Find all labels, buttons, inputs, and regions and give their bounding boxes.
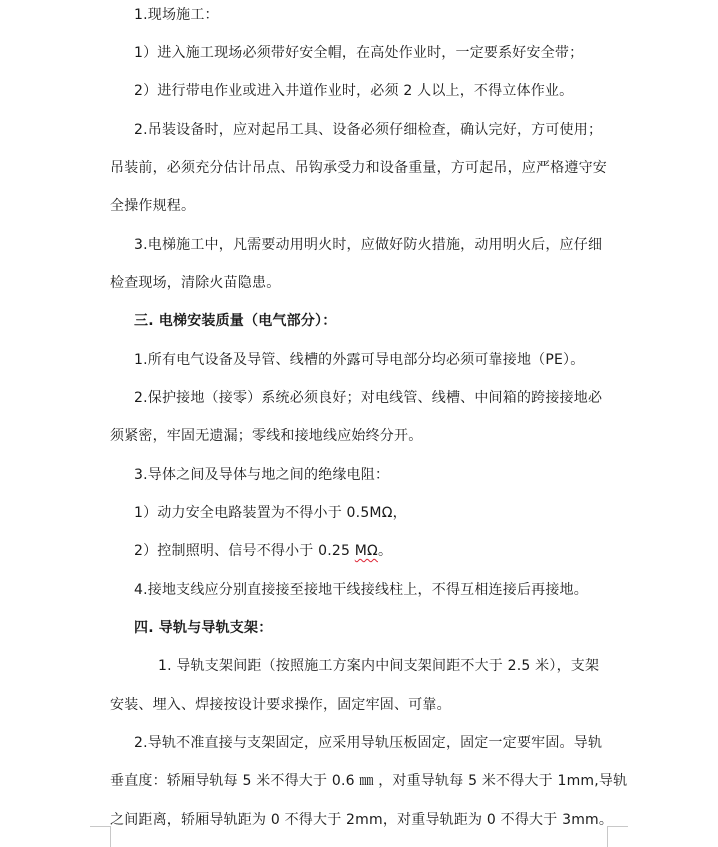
paragraph-line: 3.电梯施工中，凡需要动用明火时，应做好防火措施，动用明火后，应仔细: [134, 237, 603, 253]
paragraph-line: 垂直度：轿厢导轨每 5 米不得大于 0.6 ㎜ ，对重导轨每 5 米不得大于 1mm,导轨: [110, 773, 628, 789]
paragraph-line: 2）进行带电作业或进入井道作业时，必须 2 人以上，不得立体作业。: [134, 83, 574, 99]
paragraph-line: 1）动力安全电路装置为不得小于 0.5MΩ，: [134, 505, 407, 521]
paragraph-line: 1.所有电气设备及导管、线槽的外露可导电部分均必须可靠接地（PE）。: [134, 352, 585, 368]
paragraph-line: 须紧密，牢固无遗漏；零线和接地线应始终分开。: [110, 428, 423, 444]
paragraph-line: 1. 导轨支架间距（按照施工方案内中间支架间距不大于 2.5 米），支架: [158, 658, 600, 674]
paragraph-line: 2.保护接地（接零）系统必须良好；对电线管、线槽、中间箱的跨接接地必: [134, 390, 603, 406]
paragraph-line: 检查现场，清除火苗隐患。: [110, 275, 281, 291]
paragraph-line: 1）进入施工现场必须带好安全帽，在高处作业时，一定要系好安全带；: [134, 45, 584, 61]
paragraph-line: 全操作规程。: [110, 198, 196, 214]
paragraph-line: 安装、埋入、焊接按设计要求操作，固定牢固、可靠。: [110, 697, 451, 713]
paragraph-line: 吊装前，必须充分估计吊点、吊钩承受力和设备重量，方可起吊，应严格遵守安: [110, 160, 607, 176]
paragraph-line: 2.吊装设备时，应对起吊工具、设备必须仔细检查，确认完好，方可使用；: [134, 122, 603, 138]
section-heading: 四. 导轨与导轨支架：: [134, 620, 273, 636]
spellcheck-flagged-text: MΩ: [354, 543, 378, 559]
paragraph-line: [134, 541, 392, 561]
paragraph-line: 3.导体之间及导体与地之间的绝缘电阻：: [134, 467, 390, 483]
line-text: 。: [377, 543, 393, 559]
paragraph-line: 1.现场施工：: [134, 7, 219, 23]
section-heading: 三. 电梯安装质量（电气部分）：: [134, 313, 337, 329]
paragraph-line: 4.接地支线应分别直接接至接地干线接线柱上，不得互相连接后再接地。: [134, 582, 588, 598]
line-text: 2）控制照明、信号不得小于 0.25: [134, 543, 355, 559]
page-margin-corner-mark: [90, 826, 111, 847]
paragraph-line: 2.导轨不准直接与支架固定，应采用导轨压板固定，固定一定要牢固。导轨: [134, 735, 603, 751]
paragraph-line: 之间距离，轿厢导轨距为 0 不得大于 2mm，对重导轨距为 0 不得大于 3mm。: [110, 812, 614, 828]
page-margin-corner-mark: [607, 826, 628, 847]
